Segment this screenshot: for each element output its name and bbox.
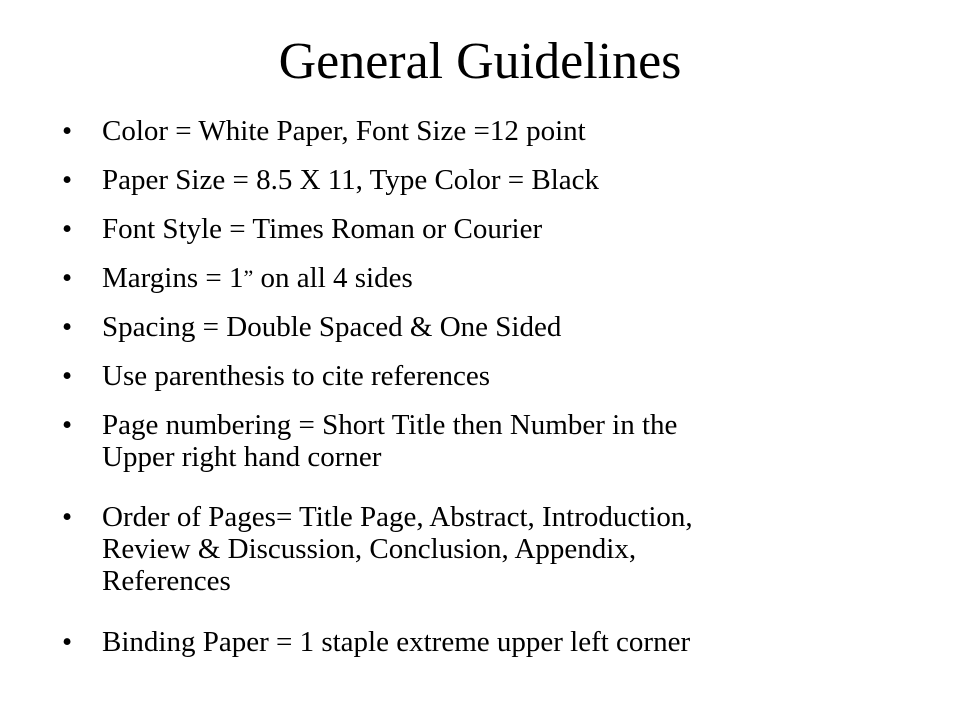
bullet-line: Page numbering = Short Title then Number in the — [102, 409, 678, 441]
bullet-icon: • — [62, 213, 73, 245]
bullet-text: Paper Size = 8.5 X 11, Type Color = Black — [102, 164, 600, 196]
bullet-icon: • — [62, 501, 73, 533]
bullet-icon: • — [62, 115, 73, 147]
bullet-icon: • — [62, 409, 73, 441]
bullet-text: Color = White Paper, Font Size =12 point — [102, 115, 586, 147]
bullet-icon: • — [62, 311, 73, 343]
bullet-text-part: on all 4 sides — [253, 262, 413, 294]
bullet-line: Review & Discussion, Conclusion, Appendix, — [102, 533, 637, 565]
bullet-icon: • — [62, 262, 73, 294]
bullet-text — [102, 409, 902, 473]
bullet-line: Order of Pages= Title Page, Abstract, Introduction, — [102, 501, 693, 533]
bullet-icon: • — [62, 626, 73, 658]
bullet-text: Spacing = Double Spaced & One Sided — [102, 311, 562, 343]
bullet-icon: • — [62, 164, 73, 196]
inch-mark: ” — [243, 265, 254, 290]
bullet-text: Binding Paper = 1 staple extreme upper left corner — [102, 626, 691, 658]
bullet-text — [102, 501, 902, 597]
bullet-text-part: Margins = 1 — [102, 262, 244, 294]
bullet-text — [102, 262, 902, 294]
bullet-line: Upper right hand corner — [102, 441, 382, 473]
bullet-icon: • — [62, 360, 73, 392]
bullet-text: Use parenthesis to cite references — [102, 360, 491, 392]
bullet-text: Font Style = Times Roman or Courier — [102, 213, 543, 245]
bullet-line: References — [102, 565, 231, 597]
slide-title: General Guidelines — [278, 33, 682, 90]
